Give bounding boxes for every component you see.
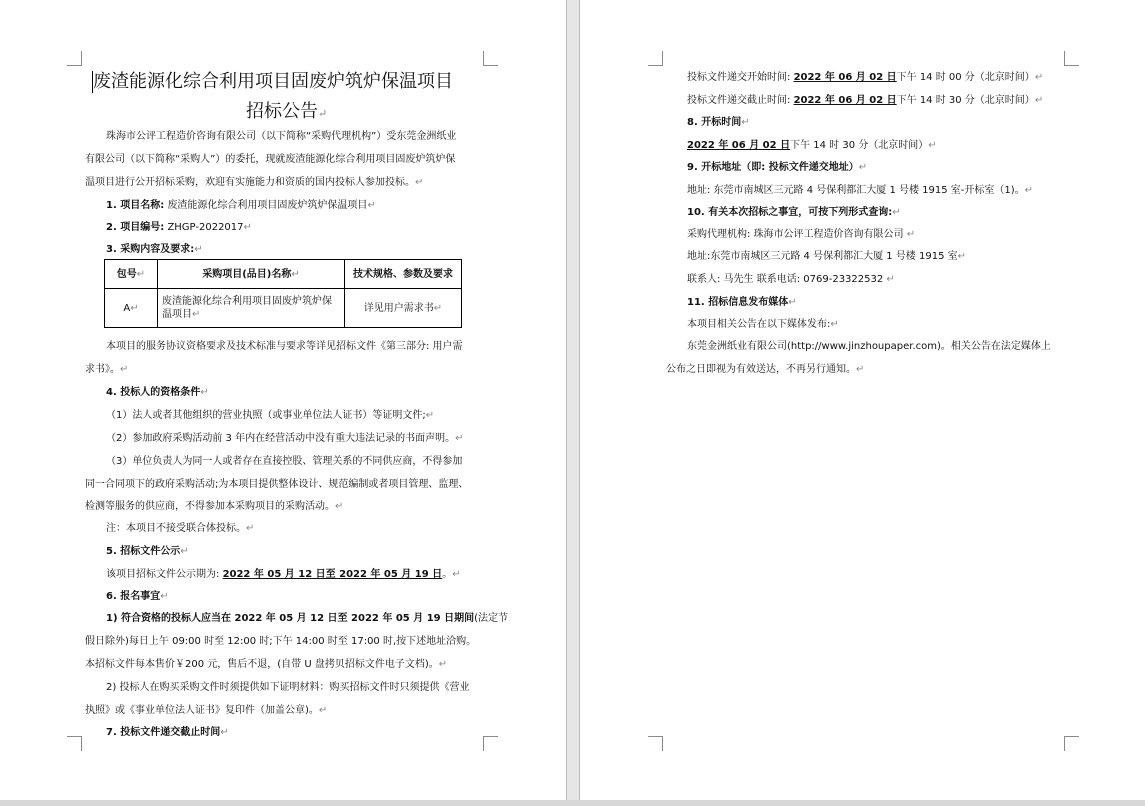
page-corner-mark [483,51,498,66]
section-9-title: 9. 开标地址（即: 投标文件递交地址）↵ [687,162,868,173]
header-cell-item-name: 采购项目(品目)名称↵ [158,260,345,289]
section-6-para2: 2) 投标人在购买采购文件时须提供如下证明材料：购买招标文件时只须提供《营业 [106,682,470,693]
document-page-right [580,0,1145,806]
section-11-line: 东莞金洲纸业有限公司(http://www.jinzhoupaper.com)。相关公告在法定媒体上 [687,341,1051,352]
service-note-line: 求书》。↵ [85,364,129,375]
section-4-item: （3）单位负责人为同一人或者存在直接控股、管理关系的不同供应商，不得参加 [106,456,463,467]
section-6-para1: 本招标文件每本售价￥200 元，售后不退，(自带 U 盘拷贝招标文件电子文档)。↵ [85,659,448,670]
section-10-address: 地址:东莞市南城区三元路 4 号保利都汇大厦 1 号楼 1915 室↵ [687,251,967,262]
page-corner-mark [67,51,82,66]
submit-end-line: 投标文件递交截止时间: 2022 年 06 月 02 日下午 14 时 30 分（北京时间）↵ [687,95,1044,106]
service-note-line: 本项目的服务协议资格要求及技术标准与要求等详见招标文件《第三部分: 用户需 [106,341,463,352]
section-4-item: （1）法人或者其他组织的营业执照（或事业单位法人证书）等证明文件;↵ [106,410,435,421]
section-4-note: 注：本项目不接受联合体投标。↵ [106,523,255,534]
section-11-line: 本项目相关公告在以下媒体发布:↵ [687,319,839,330]
header-cell-package: 包号↵ [105,260,158,289]
section-4-item: 同一合同项下的政府采购活动;为本项目提供整体设计、规范编制或者项目管理、监理、 [85,479,469,490]
section-4-item: （2）参加政府采购活动前 3 年内在经营活动中没有重大违法记录的书面声明。↵ [106,433,464,444]
item-project-name: 1. 项目名称: 废渣能源化综合利用项目固废炉筑炉保温项目↵ [106,200,376,211]
open-time-line: 2022 年 06 月 02 日下午 14 时 30 分（北京时间）↵ [687,140,937,151]
table-header-row [105,260,462,289]
section-6-para1: 假日除外)每日上午 09:00 时至 12:00 时;下午 14:00 时至 17:00 时,按下述地址洽购。 [85,636,477,647]
section-10-agency: 采购代理机构: 珠海市公评工程造价咨询有限公司 ↵ [687,229,916,240]
horizontal-scrollbar[interactable] [0,800,1145,806]
page-corner-mark [67,736,82,751]
section-6-para1: 1) 符合资格的投标人应当在 2022 年 05 月 12 日至 2022 年 05 月 19 日期间(法定节 [106,613,509,624]
section-6-para2: 执照》或《事业单位法人证书》复印件（加盖公章)。↵ [85,705,328,716]
intro-line: 有限公司（以下简称“采购人”）的委托，现就废渣能源化综合利用项目固废炉筑炉保 [85,154,456,165]
page-corner-mark [483,736,498,751]
page-gap [566,0,580,806]
cell-package: A↵ [105,289,158,328]
page-corner-mark [648,736,663,751]
cell-item-name: 废渣能源化综合利用项目固废炉筑炉保温项目↵ [158,289,345,328]
section-4-item: 检测等服务的供应商，不得参加本采购项目的采购活动。↵ [85,501,344,512]
section-6-title: 6. 报名事宜↵ [106,591,169,602]
page-corner-mark [1064,736,1079,751]
item-procurement-content: 3. 采购内容及要求:↵ [106,244,203,255]
intro-line: 珠海市公评工程造价咨询有限公司（以下简称“采购代理机构”）受东莞金洲纸业 [106,131,457,142]
section-7-title: 7. 投标文件递交截止时间↵ [106,727,229,738]
cell-spec: 详见用户需求书↵ [345,289,462,328]
intro-line: 温项目进行公开招标采购，欢迎有实施能力和资质的国内投标人参加投标。↵ [85,177,424,188]
document-page-left [0,0,566,806]
header-cell-spec: 技术规格、参数及要求 [345,260,462,289]
section-10-contact: 联系人: 马先生 联系电话: 0769-23322532 ↵ [687,274,895,285]
document-title-line2: 招标公告↵ [246,101,328,122]
item-project-code: 2. 项目编号: ZHGP-2022017↵ [106,222,252,233]
section-11-line: 公布之日即视为有效送达，不再另行通知。↵ [666,364,865,375]
submit-start-line: 投标文件递交开始时间: 2022 年 06 月 02 日下午 14 时 00 分（北京时间）↵ [687,72,1044,83]
section-5-body: 该项目招标文件公示期为: 2022 年 05 月 12 日至 2022 年 05 月 19 日。↵ [106,569,461,580]
section-9-address: 地址: 东莞市南城区三元路 4 号保利都汇大厦 1 号楼 1915 室-开标室（1)。↵ [687,185,1034,196]
table-row [105,289,462,328]
section-8-title: 8. 开标时间↵ [687,117,750,128]
section-5-title: 5. 招标文件公示↵ [106,546,189,557]
section-10-title: 10. 有关本次招标之事宜，可按下列形式查询:↵ [687,207,901,218]
procurement-table [104,259,462,328]
section-11-title: 11. 招标信息发布媒体↵ [687,297,797,308]
section-4-title: 4. 投标人的资格条件↵ [106,387,209,398]
page-corner-mark [648,51,663,66]
page-corner-mark [1064,51,1079,66]
document-title-line1: 废渣能源化综合利用项目固废炉筑炉保温项目 [93,71,453,92]
